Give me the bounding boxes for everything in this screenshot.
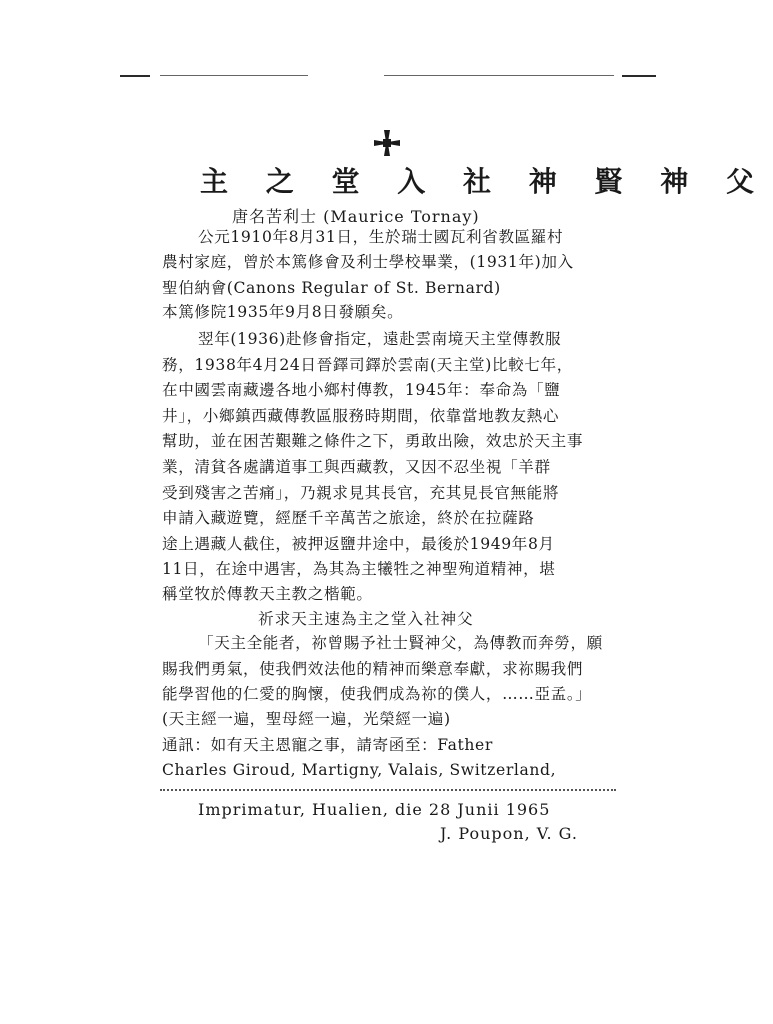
body-line: 務，1938年4月24日晉鐸司鐸於雲南(天主堂)比較七年， bbox=[162, 356, 573, 374]
prayer-line: 賜我們勇氣，使我們效法他的精神而樂意奉獻，求祢賜我們 bbox=[162, 660, 584, 678]
body-line: 稱堂牧於傳教天主教之楷範。 bbox=[162, 585, 373, 603]
address-line: Charles Giroud, Martigny, Valais, Switzerland, bbox=[162, 761, 557, 779]
prayer-line: (天主經一遍，聖母經一遍，光榮經一遍) bbox=[162, 710, 451, 728]
body-line: 業，清貧各處講道事工與西藏教，又因不忍坐視「羊群 bbox=[162, 458, 551, 476]
body-line: 在中國雲南藏邊各地小鄉村傳教，1945年：奉命為「鹽 bbox=[162, 381, 561, 399]
top-rule-segment bbox=[622, 75, 656, 77]
body-line: 受到殘害之苦痛」，乃親求見其長官，充其見長官無能將 bbox=[162, 484, 560, 502]
body-line: 11日，在途中遇害，為其為主犧牲之神聖殉道精神，堪 bbox=[162, 560, 556, 578]
body-line: 井」，小鄉鎮西藏傳教區服務時期間，依靠當地教友熱心 bbox=[162, 407, 560, 425]
top-rule-segment bbox=[160, 75, 308, 76]
body-line: 聖伯納會(Canons Regular of St. Bernard) bbox=[162, 279, 501, 297]
body-line: 申請入藏遊覽，經歷千辛萬苦之旅途，終於在拉薩路 bbox=[162, 509, 535, 527]
prayer-line: 「天主全能者，祢曾賜予社士賢神父，為傳教而奔勞，願 bbox=[198, 634, 603, 652]
page-title: 主 之 堂 入 社 神 賢 神 父 bbox=[200, 165, 768, 198]
body-line: 本篤修院1935年9月8日發願矣。 bbox=[162, 303, 404, 321]
signer-line: J. Poupon, V. G. bbox=[440, 824, 578, 843]
imprimatur-line: Imprimatur, Hualien, die 28 Junii 1965 bbox=[198, 800, 551, 819]
top-rule-segment bbox=[120, 75, 150, 77]
cross-pattee-icon bbox=[372, 128, 402, 158]
dotted-divider bbox=[160, 789, 616, 791]
body-line: 途上遇藏人截住，被押返鹽井途中，最後於1949年8月 bbox=[162, 535, 555, 553]
page-subtitle: 唐名苦利士 (Maurice Tornay) bbox=[232, 207, 480, 226]
body-line: 翌年(1936)赴修會指定，遠赴雲南境天主堂傳教服 bbox=[198, 330, 562, 348]
address-line: 通訊：如有天主恩寵之事，請寄函至：Father bbox=[162, 736, 493, 754]
prayer-line: 能學習他的仁愛的胸懷，使我們成為祢的僕人，……亞孟。」 bbox=[162, 685, 592, 703]
body-line: 公元1910年8月31日，生於瑞士國瓦利省教區羅村 bbox=[198, 228, 564, 246]
body-line: 農村家庭，曾於本篤修會及利士學校畢業，(1931年)加入 bbox=[162, 253, 574, 271]
body-line: 幫助，並在困苦艱難之條件之下，勇敢出險，效忠於天主事 bbox=[162, 432, 584, 450]
prayer-heading: 祈求天主速為主之堂入社神父 bbox=[258, 610, 474, 628]
top-rule-segment bbox=[384, 75, 614, 76]
